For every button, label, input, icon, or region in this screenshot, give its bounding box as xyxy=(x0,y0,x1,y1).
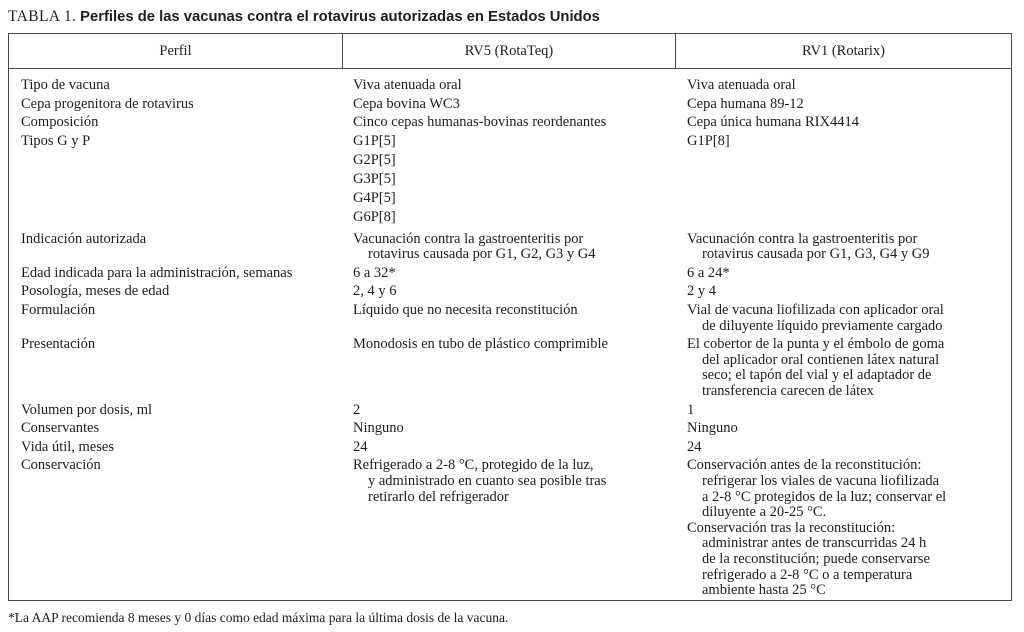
table-line: G4P[5] xyxy=(353,189,396,206)
table-line: ambiente hasta 25 °C xyxy=(702,582,826,599)
table-cell-c2 xyxy=(342,78,676,94)
table-line: rotavirus causada por G1, G3, G4 y G9 xyxy=(702,246,930,263)
table-line: retirarlo del refrigerador xyxy=(368,488,509,505)
vaccine-profile-table xyxy=(8,33,1012,601)
table-row xyxy=(9,403,1011,419)
table-line: G6P[8] xyxy=(353,208,396,225)
table-cell-c1 xyxy=(9,284,342,300)
table-cell-c1 xyxy=(9,337,342,399)
table-line: Viva atenuada oral xyxy=(353,77,462,93)
table-line: Composición xyxy=(21,114,99,131)
table-line: administrar antes de transcurridas 24 h xyxy=(702,535,927,552)
table-cell-c2 xyxy=(342,337,676,399)
table-line: Volumen por dosis, ml xyxy=(21,401,153,418)
table-line: Tipos G y P xyxy=(21,132,91,149)
table-line: Vida útil, meses xyxy=(21,438,114,455)
table-cell-c3 xyxy=(676,403,1011,419)
table-row xyxy=(9,421,1011,437)
table-line: 6 a 32* xyxy=(353,264,396,281)
table-caption-text: Perfiles de las vacunas contra el rotavirus autorizadas en Estados Unidos xyxy=(80,9,600,25)
table-line: G1P[8] xyxy=(687,132,730,149)
table-caption-number: TABLA 1. xyxy=(8,8,77,25)
table-row xyxy=(9,134,1011,229)
table-line: Vial de vacuna liofilizada con aplicador oral xyxy=(687,302,944,319)
table-line: a 2-8 °C protegidos de la luz; conservar el xyxy=(702,488,947,505)
table-cell-c3 xyxy=(676,97,1011,113)
table-body xyxy=(9,69,1011,600)
table-line: y administrado en cuanto sea posible tras xyxy=(368,473,607,490)
column-header-rv5: RV5 (RotaTeq) xyxy=(342,34,676,68)
table-row xyxy=(9,303,1011,334)
table-row xyxy=(9,284,1011,300)
table-cell-c3 xyxy=(676,303,1011,334)
table-line: Cinco cepas humanas-bovinas reordenantes xyxy=(353,114,607,131)
table-cell-c1 xyxy=(9,266,342,282)
table-line: Conservación antes de la reconstitución: xyxy=(687,457,922,474)
table-cell-c3 xyxy=(676,266,1011,282)
table-line: Formulación xyxy=(21,302,96,319)
table-line: transferencia carecen de látex xyxy=(702,383,874,400)
table-cell-c3 xyxy=(676,421,1011,437)
table-cell-c1 xyxy=(9,97,342,113)
table-row xyxy=(9,266,1011,282)
table-line: refrigerar los viales de vacuna liofilizada xyxy=(702,473,940,490)
table-line: seco; el tapón del vial y el adaptador de xyxy=(702,367,932,384)
table-line: 2, 4 y 6 xyxy=(353,283,397,300)
table-cell-c3 xyxy=(676,78,1011,94)
table-line: G1P[5] xyxy=(353,132,396,149)
table-cell-c3 xyxy=(676,458,1011,598)
table-line: El cobertor de la punta y el émbolo de goma xyxy=(687,336,945,353)
table-line: 2 xyxy=(353,401,361,418)
table-cell-c3 xyxy=(676,232,1011,263)
table-cell-c1 xyxy=(9,78,342,94)
table-cell-c2 xyxy=(342,97,676,113)
table-line: Cepa humana 89-12 xyxy=(687,95,804,112)
table-row xyxy=(9,458,1011,598)
table-row xyxy=(9,115,1011,131)
table-header-row xyxy=(9,34,1011,69)
table-cell-c1 xyxy=(9,458,342,598)
table-cell-c3 xyxy=(676,284,1011,300)
table-line: Presentación xyxy=(21,336,96,353)
column-header-rv1: RV1 (Rotarix) xyxy=(801,43,885,59)
table-line: Conservación tras la reconstitución: xyxy=(687,519,896,536)
table-row xyxy=(9,337,1011,399)
table-line: Indicación autorizada xyxy=(21,230,147,247)
table-line: Conservantes xyxy=(21,420,100,437)
table-cell-c1 xyxy=(9,421,342,437)
table-cell-c2 xyxy=(342,440,676,456)
table-line: de diluyente líquido previamente cargado xyxy=(702,317,943,334)
table-line: G2P[5] xyxy=(353,151,396,168)
table-cell-c2 xyxy=(342,284,676,300)
table-line: 24 xyxy=(687,438,702,455)
table-row xyxy=(9,97,1011,113)
table-line: 6 a 24* xyxy=(687,264,730,281)
table-row xyxy=(9,440,1011,456)
table-cell-c2 xyxy=(342,266,676,282)
table-line: Ninguno xyxy=(687,420,738,437)
table-cell-c1 xyxy=(9,115,342,131)
table-cell-c1 xyxy=(9,440,342,456)
table-line: Cepa única humana RIX4414 xyxy=(687,114,859,131)
table-line: refrigerado a 2-8 °C o a temperatura xyxy=(702,566,913,583)
table-cell-c1 xyxy=(9,303,342,334)
table-line: Tipo de vacuna xyxy=(21,77,110,93)
table-cell-c2 xyxy=(342,458,676,598)
table-line: G3P[5] xyxy=(353,170,396,187)
table-cell-c2 xyxy=(342,403,676,419)
table-row xyxy=(9,78,1011,94)
table-line: Monodosis en tubo de plástico comprimible xyxy=(353,336,608,353)
table-cell-c3 xyxy=(676,337,1011,399)
table-cell-c3 xyxy=(676,134,1011,229)
table-line: de la reconstitución; puede conservarse xyxy=(702,550,930,567)
table-cell-c3 xyxy=(676,115,1011,131)
table-line: Ninguno xyxy=(353,420,404,437)
table-cell-c2 xyxy=(342,115,676,131)
table-cell-c1 xyxy=(9,403,342,419)
table-line: rotavirus causada por G1, G2, G3 y G4 xyxy=(368,246,596,263)
table-row xyxy=(9,232,1011,263)
table-line: Edad indicada para la administración, semanas xyxy=(21,264,293,281)
table-line: Conservación xyxy=(21,457,101,474)
table-line: 2 y 4 xyxy=(687,283,716,300)
table-cell-c1 xyxy=(9,232,342,263)
table-line: Cepa progenitora de rotavirus xyxy=(21,95,194,112)
table-line: Viva atenuada oral xyxy=(687,77,796,93)
table-line: Vacunación contra la gastroenteritis por xyxy=(687,230,918,247)
table-cell-c2 xyxy=(342,303,676,334)
table-cell-c2 xyxy=(342,134,676,229)
table-caption xyxy=(8,8,600,26)
table-cell-c2 xyxy=(342,232,676,263)
table-cell-c1 xyxy=(9,134,342,229)
table-line: diluyente a 20-25 °C. xyxy=(702,504,827,521)
table-line: del aplicador oral contienen látex natural xyxy=(702,351,940,368)
table-footnote: *La AAP recomienda 8 meses y 0 días como edad máxima para la última dosis de la vacuna. xyxy=(8,610,509,625)
table-line: 24 xyxy=(353,438,368,455)
table-line: Posología, meses de edad xyxy=(21,283,170,300)
table-line: Refrigerado a 2-8 °C, protegido de la luz, xyxy=(353,457,594,474)
table-line: 1 xyxy=(687,401,695,418)
table-line: Vacunación contra la gastroenteritis por xyxy=(353,230,584,247)
table-cell-c3 xyxy=(676,440,1011,456)
table-line: Líquido que no necesita reconstitución xyxy=(353,302,578,319)
table-line: Cepa bovina WC3 xyxy=(353,95,460,112)
table-cell-c2 xyxy=(342,421,676,437)
column-header-perfil: Perfil xyxy=(159,43,192,59)
